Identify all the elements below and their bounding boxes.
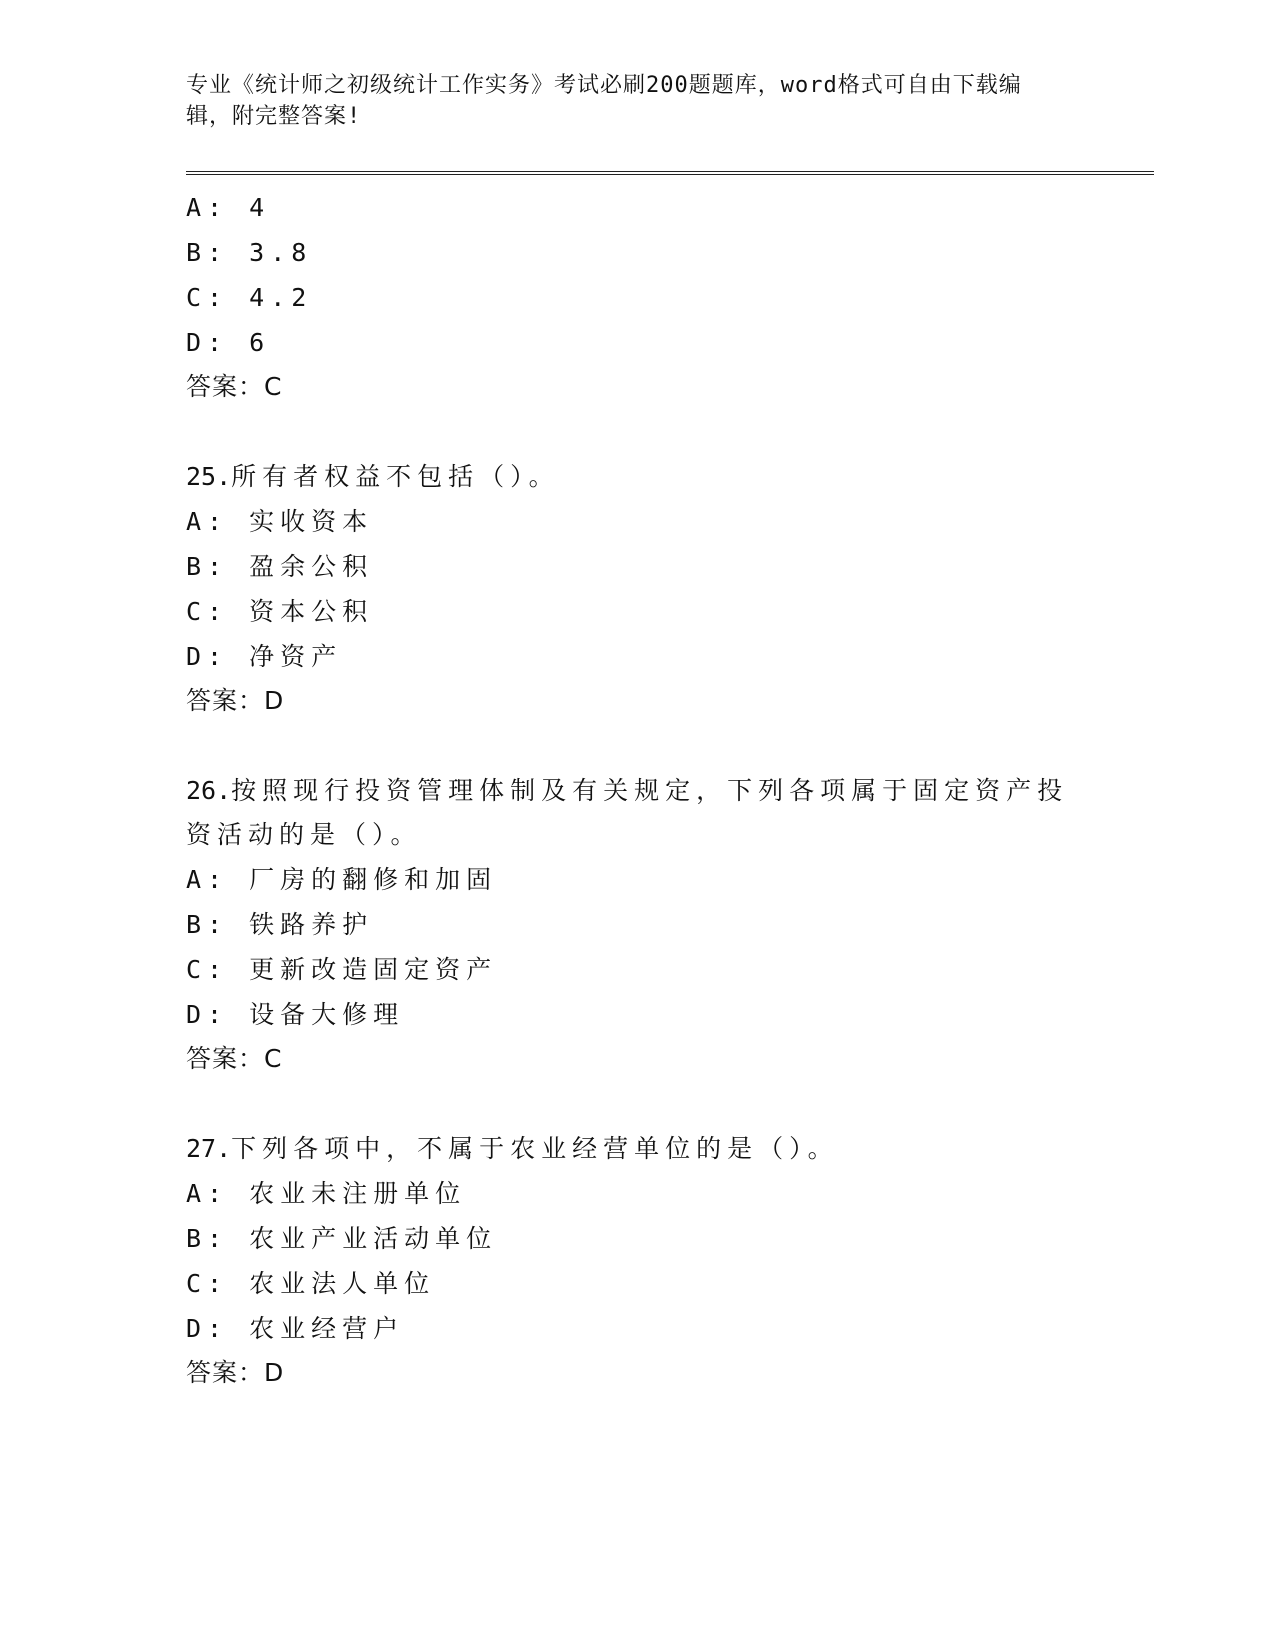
- question-stem: 按照现行投资管理体制及有关规定，下列各项属于固定资产投资活动的是（）。: [186, 776, 1069, 849]
- answer-line: 答案：C: [186, 372, 283, 401]
- option-a: A: 农业未注册单位: [186, 1179, 467, 1208]
- question-27: [186, 1127, 1146, 1395]
- question-number: 26.: [186, 776, 232, 805]
- option-c: C: 更新改造固定资产: [186, 955, 498, 984]
- option-b: B: 农业产业活动单位: [186, 1224, 498, 1253]
- answer-line: 答案：C: [186, 1044, 283, 1073]
- question-text: [186, 455, 1086, 499]
- option-b: B: 3.8: [186, 238, 313, 267]
- document-header: 专业《统计师之初级统计工作实务》考试必刷200题题库，word格式可自由下载编辑，附完整答案!: [186, 73, 1022, 129]
- question-text: [186, 1127, 1086, 1171]
- option-d: D: 农业经营户: [186, 1314, 405, 1343]
- question-text: [186, 769, 1086, 857]
- answer-line: 答案：D: [186, 686, 285, 715]
- option-c: C: 4.2: [186, 283, 313, 312]
- question-number: 27.: [186, 1134, 232, 1163]
- option-a: A: 4: [186, 193, 271, 222]
- option-b: B: 盈余公积: [186, 552, 374, 581]
- option-a: A: 厂房的翻修和加固: [186, 865, 498, 894]
- question-number: 25.: [186, 462, 232, 491]
- option-d: D: 设备大修理: [186, 1000, 405, 1029]
- answer-line: 答案：D: [186, 1358, 285, 1387]
- header-divider: [186, 171, 1154, 175]
- document-page: [186, 70, 1146, 1395]
- question-25: [186, 455, 1146, 723]
- option-d: D: 净资产: [186, 642, 343, 671]
- option-b: B: 铁路养护: [186, 910, 374, 939]
- option-c: C: 农业法人单位: [186, 1269, 436, 1298]
- question-stem: 下列各项中，不属于农业经营单位的是（）。: [231, 1134, 839, 1163]
- question-26: [186, 769, 1146, 1081]
- previous-question-options: [186, 185, 1146, 409]
- option-a: A: 实收资本: [186, 507, 374, 536]
- option-c: C: 资本公积: [186, 597, 374, 626]
- question-stem: 所有者权益不包括（）。: [231, 462, 560, 491]
- option-d: D: 6: [186, 328, 271, 357]
